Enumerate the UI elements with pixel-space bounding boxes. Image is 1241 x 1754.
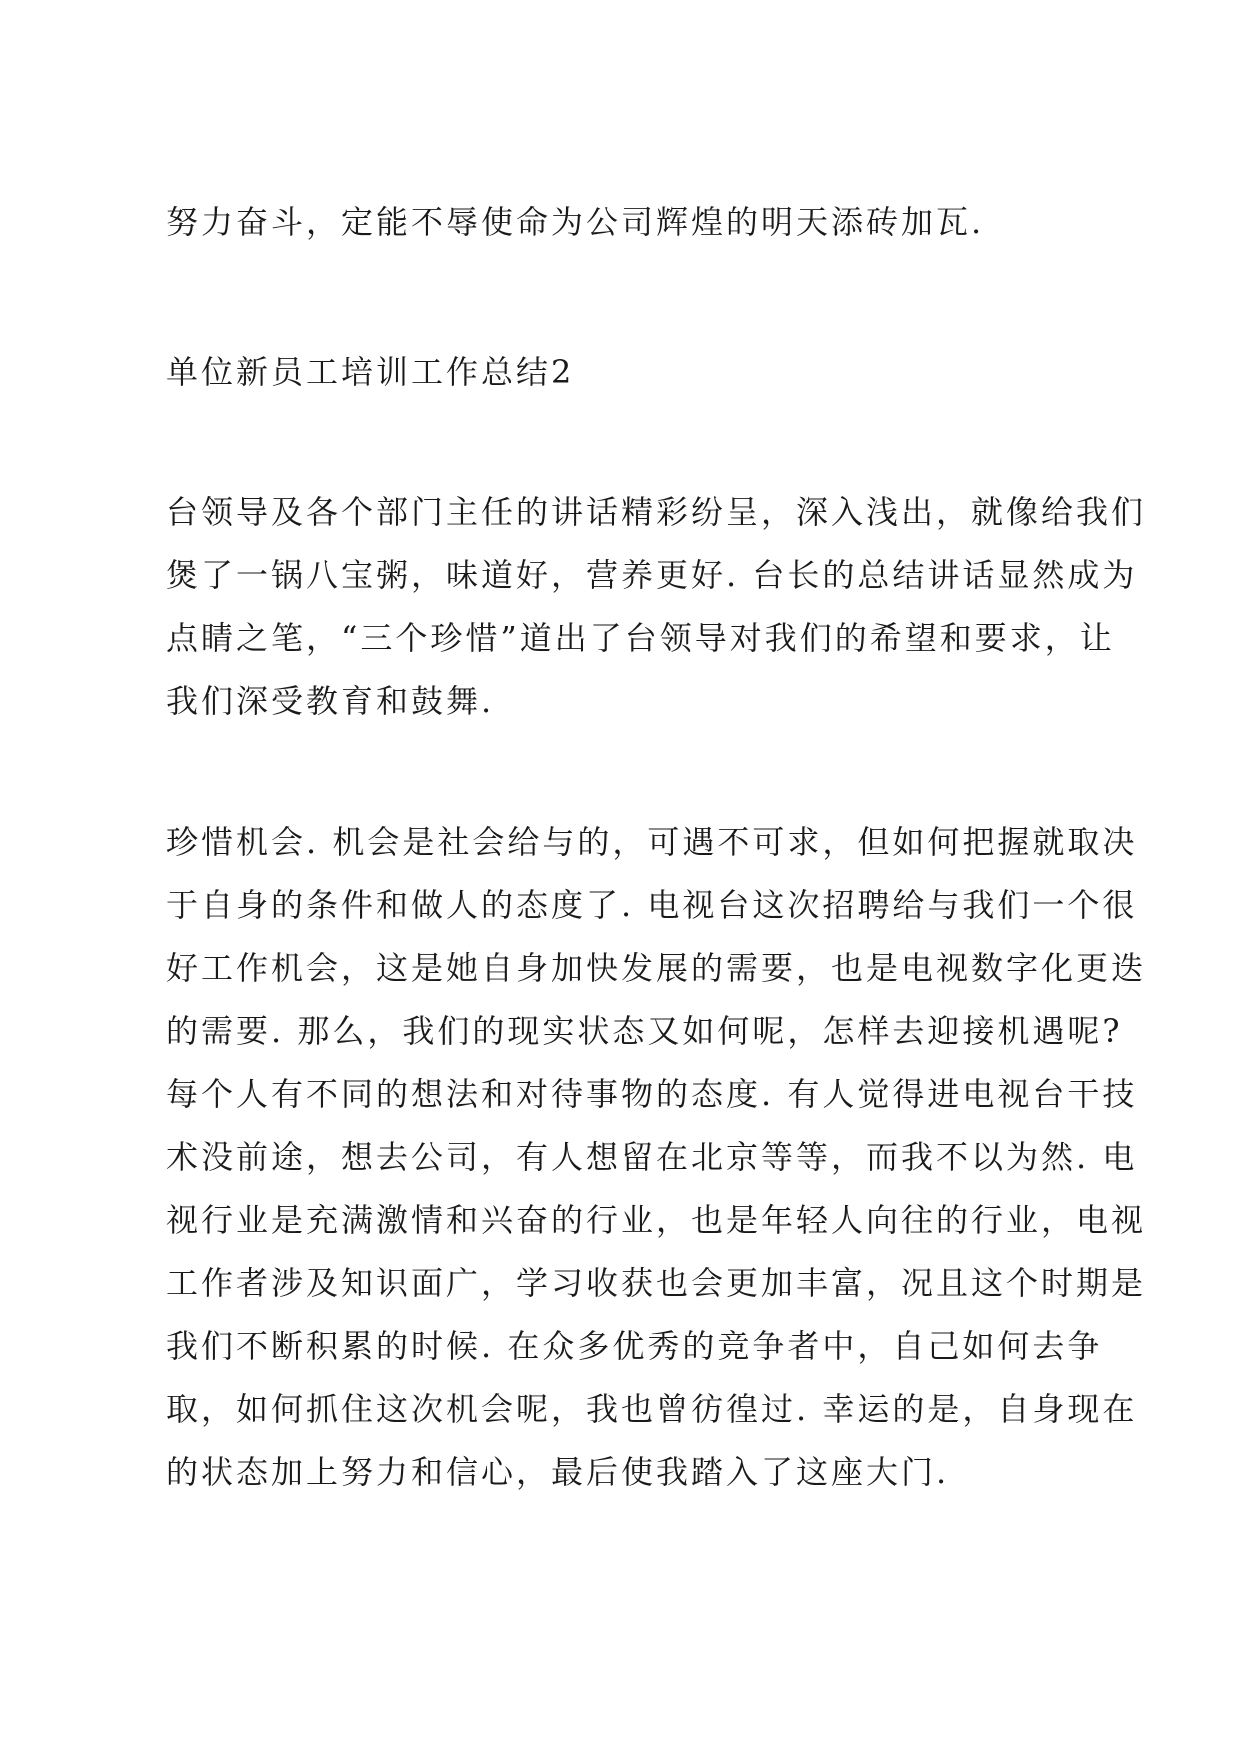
paragraph-line: 珍惜机会. 机会是社会给与的，可遇不可求，但如何把握就取决 [166,823,1138,861]
paragraph-line: 的需要. 那么，我们的现实状态又如何呢，怎样去迎接机遇呢? [166,1012,1123,1050]
paragraph-line: 每个人有不同的想法和对待事物的态度. 有人觉得进电视台干技 [166,1075,1138,1113]
paragraph-line: 视行业是充满激情和兴奋的行业，也是年轻人向往的行业，电视 [166,1201,1147,1239]
paragraph-line: 于自身的条件和做人的态度了. 电视台这次招聘给与我们一个很 [166,886,1138,924]
paragraph-line: 的状态加上努力和信心，最后使我踏入了这座大门. [166,1453,950,1491]
paragraph-line: 工作者涉及知识面广，学习收获也会更加丰富，况且这个时期是 [166,1264,1147,1302]
section-heading: 单位新员工培训工作总结2 [166,353,575,391]
paragraph-line: 点睛之笔，“三个珍惜”道出了台领导对我们的希望和要求，让 [166,619,1115,657]
paragraph-line: 取，如何抓住这次机会呢，我也曾彷徨过. 幸运的是，自身现在 [166,1390,1138,1428]
paragraph-line: 台领导及各个部门主任的讲话精彩纷呈，深入浅出，就像给我们 [166,493,1147,531]
paragraph-line: 我们深受教育和鼓舞. [166,682,495,720]
paragraph-line: 煲了一锅八宝粥，味道好，营养更好. 台长的总结讲话显然成为 [166,556,1138,594]
paragraph-line: 术没前途，想去公司，有人想留在北京等等，而我不以为然. 电 [166,1138,1138,1176]
paragraph-line: 好工作机会，这是她自身加快发展的需要，也是电视数字化更迭 [166,949,1147,987]
paragraph-line: 我们不断积累的时候. 在众多优秀的竞争者中，自己如何去争 [166,1327,1103,1365]
continuation-line: 努力奋斗，定能不辱使命为公司辉煌的明天添砖加瓦. [166,203,985,241]
